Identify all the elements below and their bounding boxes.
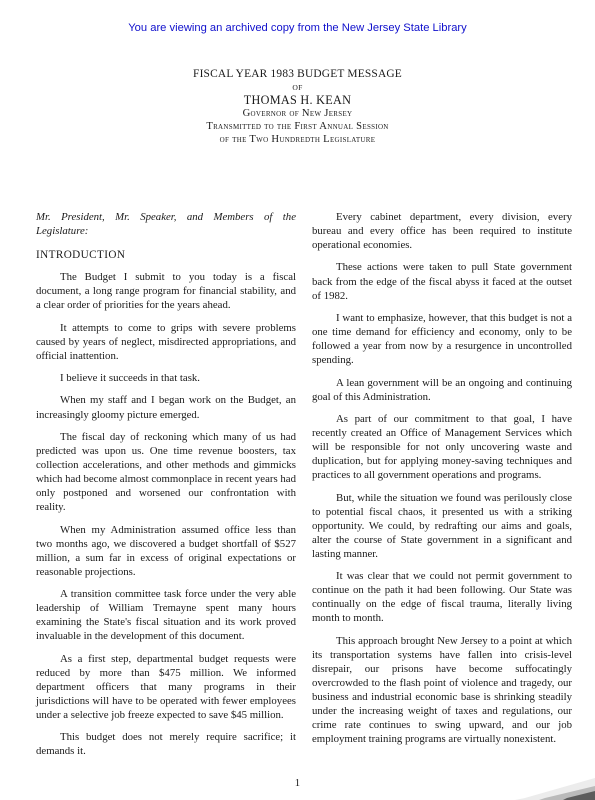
header-governor-name: THOMAS H. KEAN — [243, 93, 352, 107]
scan-artifact — [505, 764, 595, 800]
paragraph: I believe it succeeds in that task. — [60, 372, 201, 385]
document-header — [0, 68, 595, 146]
header-title: FISCAL YEAR 1983 BUDGET MESSAGE — [193, 68, 402, 80]
paragraph: Every cabinet department, every division, every bureau and every office has been required to institute operational economies. — [312, 211, 572, 252]
left-column — [36, 210, 296, 759]
header-of: OF — [292, 83, 303, 92]
paragraph: It attempts to come to grips with severe problems caused by years of neglect, misdirected appropriations, and official inattention. — [36, 321, 296, 362]
archive-banner: You are viewing an archived copy from the New Jersey State Library — [128, 22, 467, 34]
paragraph: A transition committee task force under the very able leadership of William Tremayne spent many hours examining the State's fiscal situation and its work proved invaluable in the development of this document. — [36, 588, 296, 643]
paragraph: It was clear that we could not permit government to continue on the path it had been following. Our State was continually on the edge of fiscal trauma, literally living month to month. — [312, 570, 572, 625]
right-column — [312, 210, 572, 747]
paragraph: The fiscal day of reckoning which many of us had predicted was upon us. One time revenue boosters, tax collection accelerations, and other methods and gimmicks which had become almost commonplace in recent years had only postponed and worsened our confrontation with reality. — [36, 430, 296, 514]
page-number: 1 — [294, 777, 301, 789]
section-title-introduction: INTRODUCTION — [36, 249, 126, 262]
salutation: Mr. President, Mr. Speaker, and Members of the Legislature: — [36, 211, 296, 238]
paragraph: But, while the situation we found was perilously close to potential fiscal chaos, it presented us with a striking opportunity. We could, by redrafting our aims and goals, alter the course of State government in a significant and lasting manner. — [312, 491, 572, 560]
paragraph: As part of our commitment to that goal, I have recently created an Office of Management Services which will be responsible for not only uncovering waste and duplication, but for applying money-saving techniques and practices to all government operations and programs. — [312, 412, 572, 482]
paragraph: I want to emphasize, however, that this budget is not a one time demand for efficiency and economy, only to be followed a year from now by a resurgence in uncontrolled spending. — [312, 311, 572, 367]
header-transmitted: Transmitted to the First Annual Session — [206, 121, 389, 132]
paragraph: The Budget I submit to you today is a fiscal document, a long range program for financial stability, and a clear order of priorities for the years ahead. — [36, 271, 296, 312]
paragraph: A lean government will be an ongoing and continuing goal of this Administration. — [312, 376, 572, 403]
paragraph: When my staff and I began work on the Budget, an increasingly gloomy picture emerged. — [36, 394, 296, 421]
paragraph: As a first step, departmental budget requests were reduced by more than $475 million. We informed department officers that many programs in their jurisdictions will have to be operated with fewer employees under a selective job freeze expected to save $45 million. — [36, 652, 296, 722]
paragraph: This budget does not merely require sacrifice; it demands it. — [36, 731, 296, 758]
paragraph: This approach brought New Jersey to a point at which its transportation systems have fallen into crisis-level disrepair, our prisons have become suffocatingly overcrowded to the flash point of violence and tragedy, our business and industrial economic base is shrinking steadily under the increasing weight of taxes and regulations, our crime rate continues to swing upward, and our job employment training programs are virtually nonexistent. — [312, 634, 572, 746]
paragraph: These actions were taken to pull State government back from the edge of the fiscal abyss it faced at the outset of 1982. — [312, 261, 572, 302]
paragraph: When my Administration assumed office less than two months ago, we discovered a budget shortfall of $527 million, a sum far in excess of original expectations or reasonable projections. — [36, 523, 296, 578]
header-governor-title: Governor of New Jersey — [242, 108, 353, 119]
header-legislature: of the Two Hundredth Legislature — [219, 134, 376, 145]
